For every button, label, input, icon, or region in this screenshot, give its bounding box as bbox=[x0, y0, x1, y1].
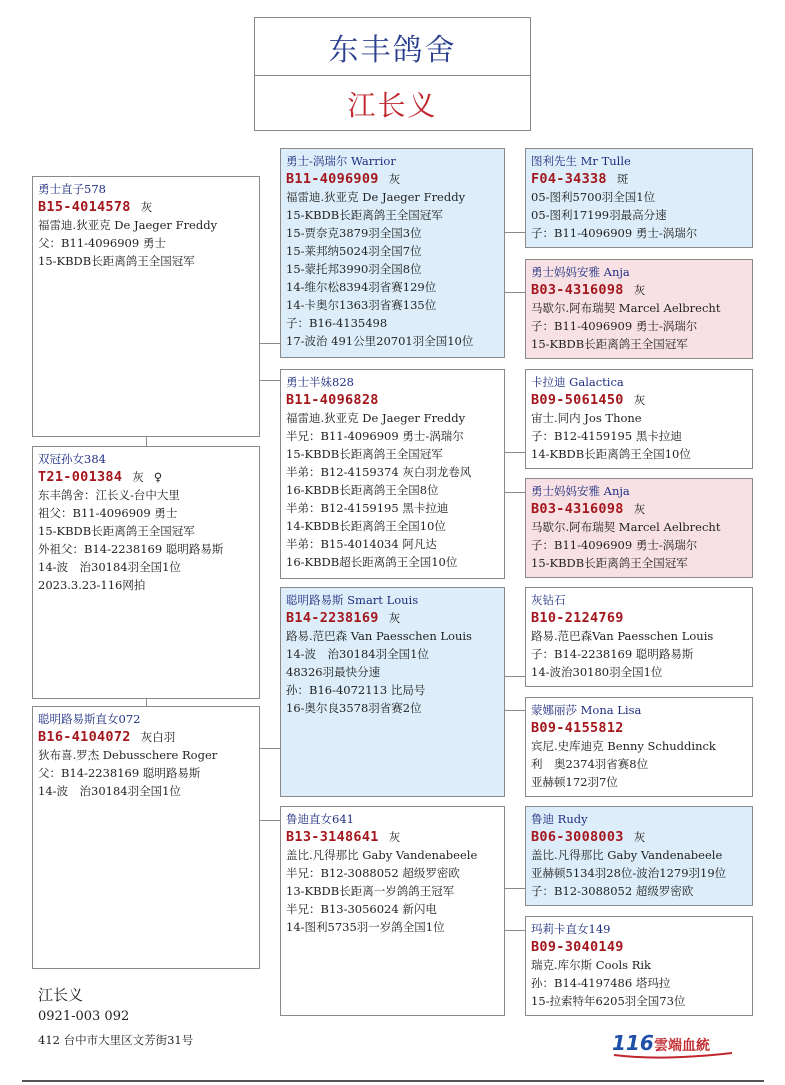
connector bbox=[146, 436, 147, 446]
granddam-maternal-card bbox=[280, 806, 505, 1016]
brand-logo bbox=[612, 1031, 752, 1059]
ggp-color: 灰 bbox=[633, 283, 646, 297]
ggp-line: 瑞克.库尔斯 Cools Rik bbox=[531, 958, 651, 972]
ggp-card-5 bbox=[525, 587, 753, 687]
subject-line: 15-KBDB长距离鸽王全国冠军 bbox=[38, 524, 195, 538]
ggp-color: 灰 bbox=[633, 393, 646, 407]
ggp-name: 勇士妈妈安雅 Anja bbox=[531, 265, 630, 279]
sire-color: 灰 bbox=[140, 200, 153, 214]
gp-line: 15-蒙托邦3990羽全国8位 bbox=[286, 262, 422, 276]
ggp-name: 灰钻石 bbox=[531, 593, 566, 607]
gp-line: 15-莱邦纳5024羽全国7位 bbox=[286, 244, 422, 258]
gp-line: 福雷迪.狄亚克 De Jaeger Freddy bbox=[286, 411, 466, 425]
ggp-line: 子：B11-4096909 勇士-涡瑞尔 bbox=[531, 226, 698, 240]
gp-name: 勇士-涡瑞尔 Warrior bbox=[286, 154, 396, 168]
ggp-line: 利 奥2374羽省赛8位 bbox=[531, 757, 649, 771]
ggp-ring: B03-4316098 bbox=[531, 501, 624, 517]
dam-line: 14-波 治30184羽全国1位 bbox=[38, 784, 181, 798]
gp-line: 子：B16-4135498 bbox=[286, 316, 388, 330]
connector bbox=[505, 492, 525, 493]
ggp-ring: B03-4316098 bbox=[531, 282, 624, 298]
ggp-line: 亚赫顿172羽7位 bbox=[531, 775, 618, 789]
ggp-line: 亚赫顿5134羽28位-波治1279羽19位 bbox=[531, 866, 727, 880]
ggp-color: 斑 bbox=[616, 172, 629, 186]
gp-line: 14-KBDB长距离鸽王全国10位 bbox=[286, 519, 446, 533]
dam-line: 父：B14-2238169 聪明路易斯 bbox=[38, 766, 201, 780]
connector bbox=[505, 676, 525, 677]
ggp-card-3 bbox=[525, 369, 753, 469]
connector bbox=[505, 888, 525, 889]
ggp-line: 孙：B14-4197486 塔玛拉 bbox=[531, 976, 671, 990]
subject-ring: T21-001384 bbox=[38, 469, 123, 485]
ggp-card-2 bbox=[525, 259, 753, 359]
footer-phone: 0921-003 092 bbox=[38, 1009, 130, 1024]
connector bbox=[146, 698, 147, 706]
connector bbox=[505, 292, 525, 293]
gp-line: 15-KBDB长距离鸽王全国冠军 bbox=[286, 447, 443, 461]
gp-ring: B13-3148641 bbox=[286, 829, 379, 845]
gp-ring: B11-4096909 bbox=[286, 171, 379, 187]
gp-color: 灰 bbox=[388, 172, 401, 186]
gp-line: 15-KBDB长距离鸽王全国冠军 bbox=[286, 208, 443, 222]
dam-ring: B16-4104072 bbox=[38, 729, 131, 745]
logo-text: 雲端血統 bbox=[654, 1038, 710, 1054]
connector bbox=[505, 930, 525, 931]
ggp-name: 图利先生 Mr Tulle bbox=[531, 154, 631, 168]
footer-name: 江长义 bbox=[38, 986, 84, 1004]
ggp-line: 子：B14-2238169 聪明路易斯 bbox=[531, 647, 694, 661]
gp-line: 路易.范巴森 Van Paesschen Louis bbox=[286, 629, 472, 643]
gp-name: 勇士半妹828 bbox=[286, 375, 354, 389]
gp-ring: B14-2238169 bbox=[286, 610, 379, 626]
gp-line: 半弟：B12-4159374 灰白羽龙卷风 bbox=[286, 465, 472, 479]
granddam-paternal-card bbox=[280, 369, 505, 579]
dam-color: 灰白羽 bbox=[140, 730, 176, 744]
ggp-card-7 bbox=[525, 806, 753, 906]
ggp-card-1 bbox=[525, 148, 753, 248]
gp-line: 16-KBDB长距离鸽王全国8位 bbox=[286, 483, 439, 497]
gp-line: 14-维尔松8394羽省赛129位 bbox=[286, 280, 437, 294]
ggp-line: 15-KBDB长距离鸽王全国冠军 bbox=[531, 337, 688, 351]
subject-line: 祖父：B11-4096909 勇士 bbox=[38, 506, 178, 520]
ggp-line: 子：B12-3088052 超级罗密欧 bbox=[531, 884, 694, 898]
ggp-line: 盖比.凡得那比 Gaby Vandenabeele bbox=[531, 848, 723, 862]
connector bbox=[260, 343, 280, 344]
grandsire-maternal-card bbox=[280, 587, 505, 797]
ggp-line: 路易.范巴森Van Paesschen Louis bbox=[531, 629, 714, 643]
gp-line: 半兄：B13-3056024 新闪电 bbox=[286, 902, 437, 916]
bottom-divider bbox=[22, 1080, 764, 1082]
gp-line: 半弟：B15-4014034 阿凡达 bbox=[286, 537, 437, 551]
ggp-line: 14-波治30180羽全国1位 bbox=[531, 665, 663, 679]
gp-color: 灰 bbox=[388, 830, 401, 844]
connector bbox=[505, 452, 525, 453]
gp-color: 灰 bbox=[388, 611, 401, 625]
ggp-ring: F04-34338 bbox=[531, 171, 607, 187]
loft-name: 东丰鸽舍 bbox=[255, 18, 530, 76]
loft-header bbox=[254, 17, 531, 131]
subject-color: 灰 bbox=[132, 470, 144, 484]
gp-line: 14-图利5735羽一岁鸽全国1位 bbox=[286, 920, 445, 934]
ggp-card-6 bbox=[525, 697, 753, 797]
gp-line: 半弟：B12-4159195 黑卡拉迪 bbox=[286, 501, 449, 515]
subject-line: 东丰鸽舍：江长义-台中大里 bbox=[38, 488, 180, 502]
gp-line: 盖比.凡得那比 Gaby Vandenabeele bbox=[286, 848, 478, 862]
gp-ring: B11-4096828 bbox=[286, 392, 379, 408]
dam-name: 聪明路易斯直女072 bbox=[38, 712, 141, 726]
ggp-name: 鲁迪 Rudy bbox=[531, 812, 588, 826]
gp-line: 孙：B16-4072113 比局号 bbox=[286, 683, 426, 697]
gp-line: 17-波治 491公里20701羽全国10位 bbox=[286, 334, 474, 348]
ggp-line: 子：B12-4159195 黑卡拉迪 bbox=[531, 429, 682, 443]
ggp-line: 05-图利5700羽全国1位 bbox=[531, 190, 656, 204]
ggp-line: 马歇尔.阿布瑞契 Marcel Aelbrecht bbox=[531, 520, 721, 534]
sire-line: 福雷迪.狄亚克 De Jaeger Freddy bbox=[38, 218, 218, 232]
gp-line: 14-波 治30184羽全国1位 bbox=[286, 647, 429, 661]
sire-ring: B15-4014578 bbox=[38, 199, 131, 215]
gp-line: 13-KBDB长距离一岁鸽鸽王冠军 bbox=[286, 884, 455, 898]
ggp-ring: B09-4155812 bbox=[531, 720, 624, 736]
ggp-line: 15-KBDB长距离鸽王全国冠军 bbox=[531, 556, 688, 570]
ggp-card-4 bbox=[525, 478, 753, 578]
subject-sex: ♀ bbox=[153, 470, 163, 484]
sire-name: 勇士直子578 bbox=[38, 182, 106, 196]
gp-line: 48326羽最快分速 bbox=[286, 665, 381, 679]
gp-name: 鲁迪直女641 bbox=[286, 812, 354, 826]
ggp-ring: B09-3040149 bbox=[531, 939, 624, 955]
gp-line: 16-KBDB超长距离鸽王全国10位 bbox=[286, 555, 458, 569]
ggp-name: 蒙娜丽莎 Mona Lisa bbox=[531, 703, 642, 717]
ggp-name: 勇士妈妈安雅 Anja bbox=[531, 484, 630, 498]
logo-number: 116 bbox=[612, 1031, 654, 1055]
sire-line: 父：B11-4096909 勇士 bbox=[38, 236, 166, 250]
ggp-line: 宙士.同内 Jos Thone bbox=[531, 411, 642, 425]
ggp-color: 灰 bbox=[633, 830, 646, 844]
ggp-color: 灰 bbox=[633, 502, 646, 516]
ggp-line: 子：B11-4096909 勇士-涡瑞尔 bbox=[531, 538, 698, 552]
connector bbox=[505, 232, 525, 233]
ggp-name: 玛莉卡直女149 bbox=[531, 922, 611, 936]
ggp-name: 卡拉迪 Galactica bbox=[531, 375, 624, 389]
subject-line: 2023.3.23-116网拍 bbox=[38, 578, 146, 592]
gp-line: 16-奥尔良3578羽省赛2位 bbox=[286, 701, 422, 715]
ggp-ring: B06-3008003 bbox=[531, 829, 624, 845]
connector bbox=[260, 380, 280, 381]
gp-line: 15-贾奈克3879羽全国3位 bbox=[286, 226, 422, 240]
ggp-ring: B09-5061450 bbox=[531, 392, 624, 408]
connector bbox=[505, 710, 525, 711]
ggp-card-8 bbox=[525, 916, 753, 1016]
gp-line: 14-卡奥尔1363羽省赛135位 bbox=[286, 298, 437, 312]
dam-card bbox=[32, 706, 260, 969]
subject-line: 14-波 治30184羽全国1位 bbox=[38, 560, 181, 574]
sire-line: 15-KBDB长距离鸽王全国冠军 bbox=[38, 254, 195, 268]
connector bbox=[260, 748, 280, 749]
subject-name: 双冠孙女384 bbox=[38, 452, 106, 466]
gp-line: 半兄：B11-4096909 勇士-涡瑞尔 bbox=[286, 429, 464, 443]
connector bbox=[260, 820, 280, 821]
gp-name: 聪明路易斯 Smart Louis bbox=[286, 593, 419, 607]
dam-line: 狄布喜.罗杰 Debusschere Roger bbox=[38, 748, 218, 762]
ggp-line: 子：B11-4096909 勇士-涡瑞尔 bbox=[531, 319, 698, 333]
grandsire-paternal-card bbox=[280, 148, 505, 358]
gp-line: 福雷迪.狄亚克 De Jaeger Freddy bbox=[286, 190, 466, 204]
gp-line: 半兄：B12-3088052 超级罗密欧 bbox=[286, 866, 460, 880]
ggp-ring: B10-2124769 bbox=[531, 610, 624, 626]
subject-card bbox=[32, 446, 260, 699]
ggp-line: 宾尼.史库迪克 Benny Schuddinck bbox=[531, 739, 716, 753]
ggp-line: 15-拉索特年6205羽全国73位 bbox=[531, 994, 686, 1008]
subject-line: 外祖父：B14-2238169 聪明路易斯 bbox=[38, 542, 224, 556]
ggp-line: 14-KBDB长距离鸽王全国10位 bbox=[531, 447, 691, 461]
owner-name: 江长义 bbox=[347, 89, 438, 122]
sire-card bbox=[32, 176, 260, 437]
ggp-line: 05-图利17199羽最高分速 bbox=[531, 208, 667, 222]
ggp-line: 马歇尔.阿布瑞契 Marcel Aelbrecht bbox=[531, 301, 721, 315]
footer-address: 412 台中市大里区文芳街31号 bbox=[38, 1033, 194, 1047]
